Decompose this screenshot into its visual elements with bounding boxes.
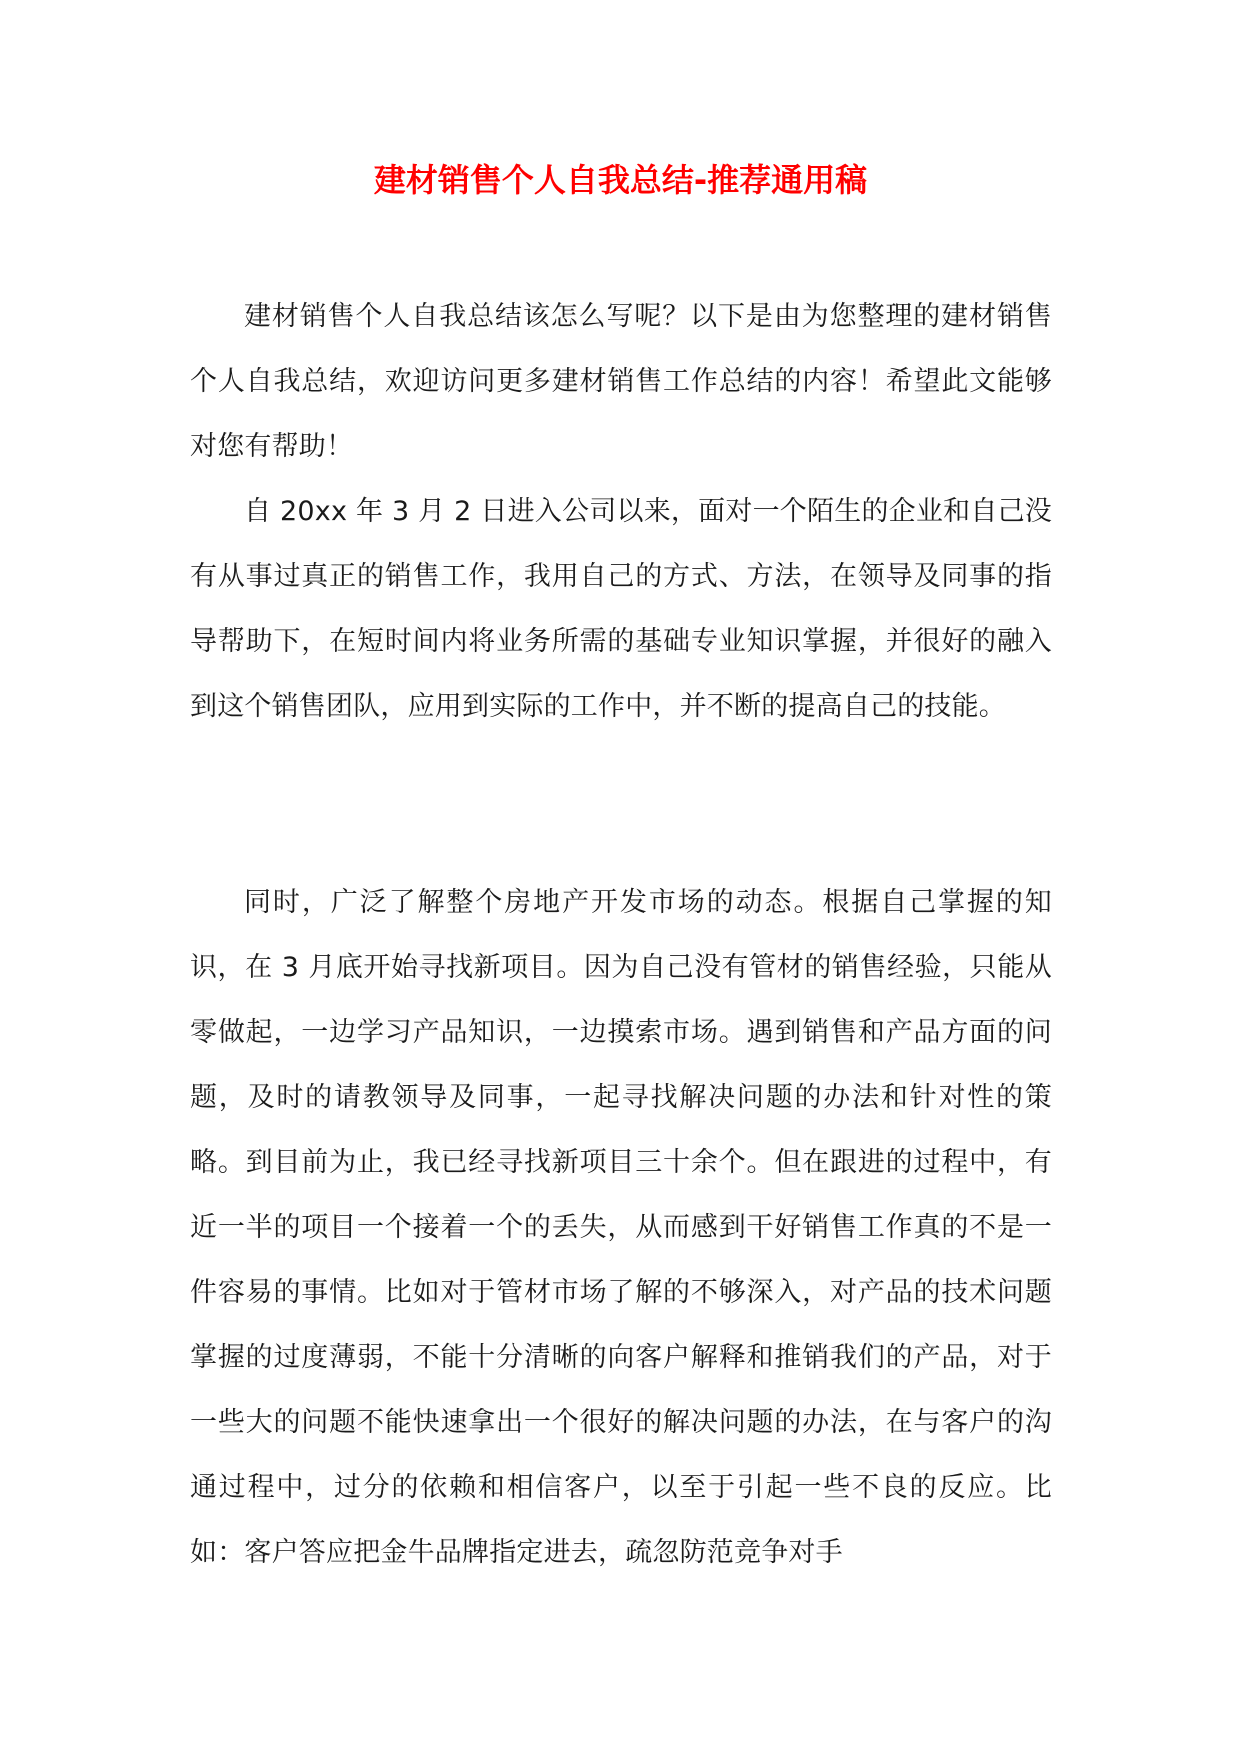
paragraph-market-experience: 同时，广泛了解整个房地产开发市场的动态。根据自己掌握的知识，在 3 月底开始寻找新项目。因为自己没有管材的销售经验，只能从零做起，一边学习产品知识，一边摸索市场。遇到销售和产品方面的问题，及时的请教领导及同事，一起寻找解决问题的办法和针对性的策略。到目前为止，我已经寻找新项目三十余个。但在跟进的过程中，有近一半的项目一个接着一个的丢失，从而感到干好销售工作真的不是一件容易的事情。比如对于管材市场了解的不够深入，对产品的技术问题掌握的过度薄弱，不能十分清晰的向客户解释和推销我们的产品，对于一些大的问题不能快速拿出一个很好的解决问题的办法，在与客户的沟通过程中，过分的依赖和相信客户，以至于引起一些不良的反应。比如：客户答应把金牛品牌指定进去，疏忽防范竞争对手 — [190, 887, 1052, 1568]
paragraph-joining-company: 自 20xx 年 3 月 2 日进入公司以来，面对一个陌生的企业和自己没有从事过真正的销售工作，我用自己的方式、方法，在领导及同事的指导帮助下，在短时间内将业务所需的基础专业知识掌握，并很好的融入到这个销售团队，应用到实际的工作中，并不断的提高自己的技能。 — [190, 496, 1052, 722]
document-title: 建材销售个人自我总结-推荐通用稿 — [373, 161, 868, 199]
paragraph-intro: 建材销售个人自我总结该怎么写呢？以下是由为您整理的建材销售个人自我总结，欢迎访问更多建材销售工作总结的内容！希望此文能够对您有帮助！ — [190, 301, 1052, 462]
